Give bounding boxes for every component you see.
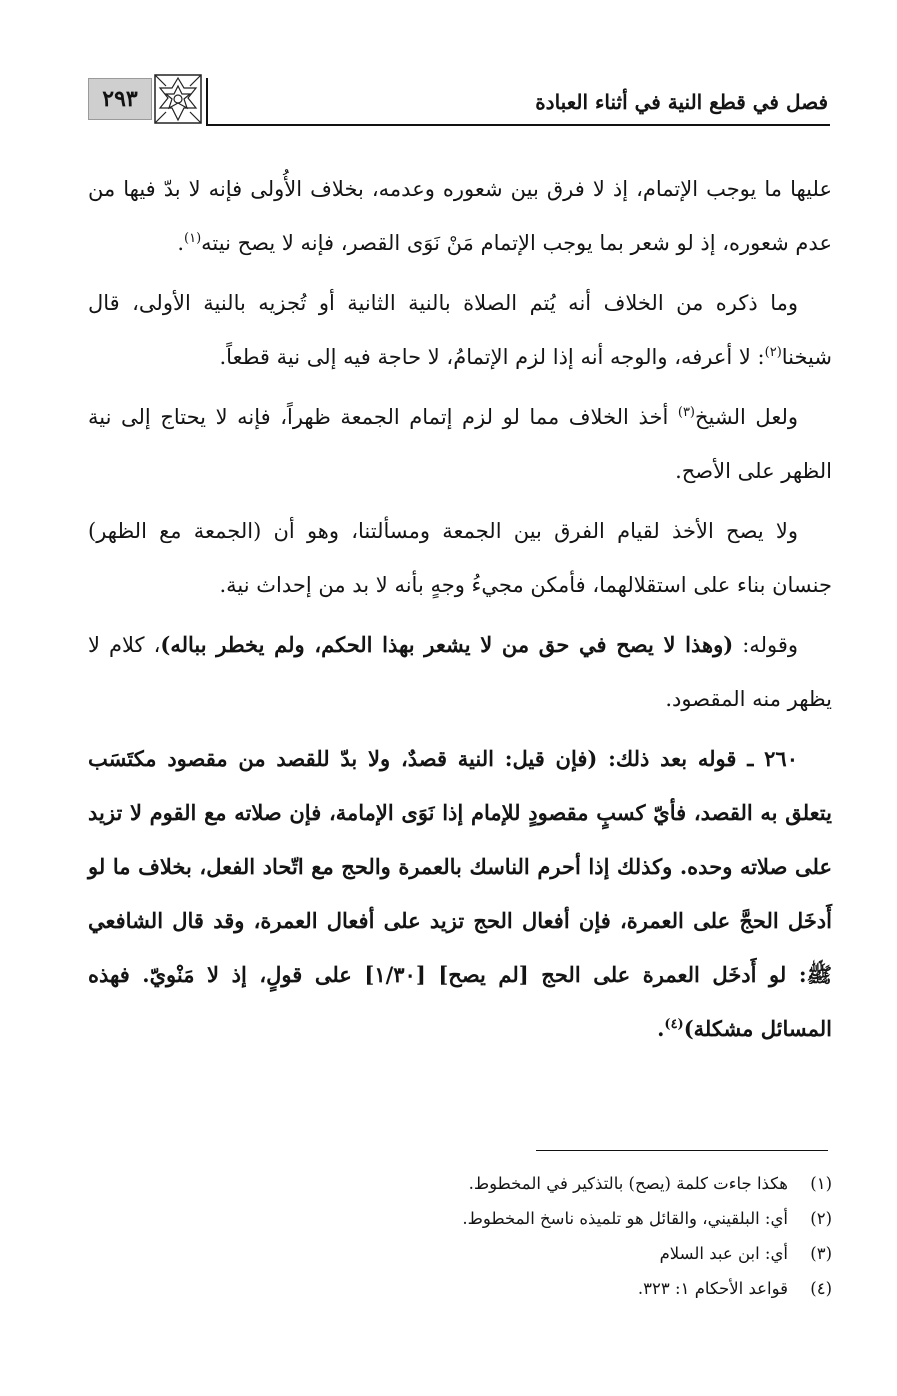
quoted-text: (وهذا لا يصح في حق من لا يشعر بهذا الحكم، ولم يخطر بباله)	[160, 632, 734, 657]
footnote-ref: (٢)	[764, 345, 782, 360]
page-header	[88, 70, 830, 130]
paragraph-5: وقوله: (وهذا لا يصح في حق من لا يشعر بهذا الحكم، ولم يخطر بباله)، كلام لا يظهر منه المقصود.	[88, 632, 832, 711]
page-number: ٢٩٣	[88, 78, 152, 120]
paragraph-6: ٢٦٠ ـ قوله بعد ذلك: (فإن قيل: النية قصدٌ، ولا بدّ للقصد من مقصود مكتَسَب يتعلق به القصد، فأيّ كسبٍ مقصودٍ للإمام إذا نَوَى الإمامة، فإن صلاته مع القوم لا تزيد على صلاته وحده. وكذلك إذا أحرم الناسك بالعمرة والحج مع اتّحاد الفعل، بخلاف ما لو أَدخَل الحجَّ على العمرة، فإن أفعال الحج تزيد على أفعال العمرة، وقد قال الشافعي ﷺ: لو أَدخَل العمرة على الحج [لم يصح] [١/٣٠] على قولٍ، إذ لا مَنْويّ. فهذه المسائل مشكلة)$^{(٤)}$.	[88, 746, 832, 1041]
paragraph-4: ولا يصح الأخذ لقيام الفرق بين الجمعة ومسألتنا، وهو أن (الجمعة مع الظهر) جنسان بناء على استقلالهما، فأمكن مجيءُ وجهٍ بأنه لا بد من إحداث نية.	[88, 519, 832, 597]
paragraph-1: عليها ما يوجب الإتمام، إذ لا فرق بين شعوره وعدمه، بخلاف الأُولى فإنه لا بدّ فيها من عدم شعوره، إذ لو شعر بما يوجب الإتمام مَنْ نَوَى القصر، فإنه لا يصح نيته$^{(١)}$.	[88, 177, 832, 255]
footnote-separator	[536, 1150, 828, 1151]
paragraph-3: ولعل الشيخ$^{(٣)}$ أخذ الخلاف مما لو لزم إتمام الجمعة ظهراً، فإنه لا يحتاج إلى نية الظهر على الأصح.	[88, 405, 832, 483]
footnote-item: (٣) أي: ابن عبد السلام	[659, 1244, 832, 1263]
footnote-item: (١) هكذا جاءت كلمة (يصح) بالتذكير في المخطوط.	[468, 1174, 832, 1193]
paragraph-2: وما ذكره من الخلاف أنه يُتم الصلاة بالنية الثانية أو تُجزيه بالنية الأولى، قال شيخنا$^{(٢)}$: لا أعرفه، والوجه أنه إذا لزم الإتمامُ، لا حاجة فيه إلى نية قطعاً.	[88, 291, 832, 369]
header-divider	[206, 78, 208, 124]
header-rule	[206, 124, 830, 126]
running-title: فصل في قطع النية في أثناء العبادة	[535, 90, 828, 114]
footnote-ref: (٣)	[677, 405, 695, 420]
footnote-item: (٢) أي: البلقيني، والقائل هو تلميذه ناسخ المخطوط.	[462, 1209, 832, 1228]
ornament-icon	[154, 74, 202, 124]
footnote-ref: (٤)	[664, 1017, 684, 1032]
footnote-ref: (١)	[184, 231, 202, 246]
footnote-item: (٤) قواعد الأحكام ١: ٣٢٣.	[637, 1279, 832, 1298]
main-text	[88, 162, 832, 1062]
footnotes	[88, 1166, 832, 1306]
